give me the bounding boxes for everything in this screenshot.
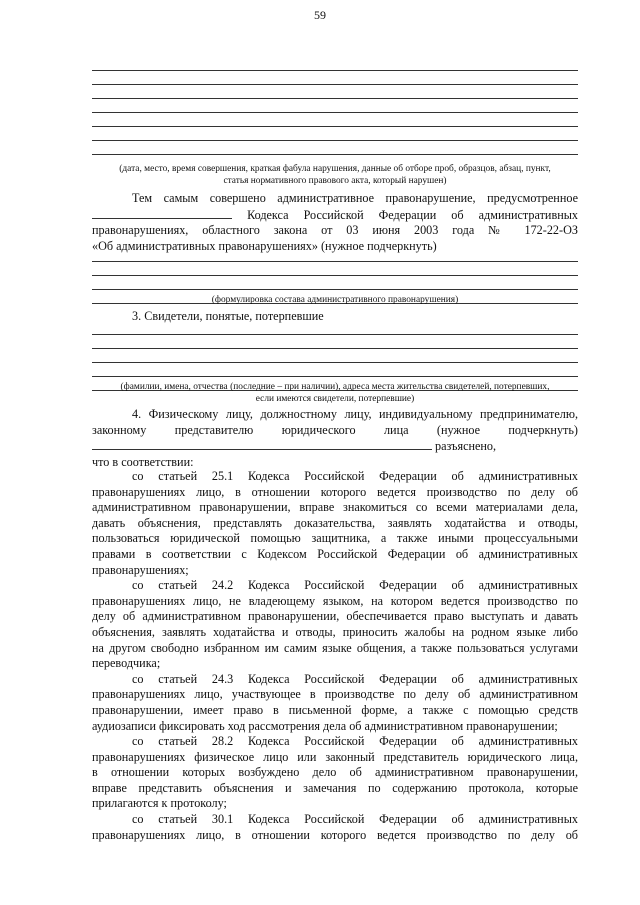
article-line: правонарушениях лицо, не владеющему языком, на котором ведется производство по — [92, 593, 578, 608]
offense-paragraph: Тем самым совершено административное правонарушение, предусмотренное Кодекса Российской Федерации об административных правонарушениях, областного закона от 03 июня 2003 года № 172-22-ОЗ «Об административных правонарушениях» (нужное подчеркнуть) — [92, 191, 579, 253]
article-line: переводчика; — [92, 656, 161, 671]
article-paragraph — [92, 672, 578, 734]
article-line: пользоваться юридической помощью защитника, а также иными процессуальными — [92, 531, 578, 546]
article-line: вправе представить объяснения и замечания по содержанию протокола, которые — [92, 780, 578, 795]
article-line: правонарушениях лицо, в отношении которого ведется производство по делу об — [92, 827, 578, 842]
article-line: правонарушениях; — [92, 562, 189, 577]
article-paragraph — [92, 812, 578, 843]
article-line: правами в соответствии с Кодексом Российской Федерации об административных — [92, 546, 578, 561]
article-line: со статьей 30.1 Кодекса Российской Федерации об административных — [132, 812, 578, 827]
article-paragraph — [92, 578, 578, 672]
article-line: со статьей 28.2 Кодекса Российской Федерации об административных — [132, 734, 578, 749]
article-line: прилагаются к протоколу; — [92, 796, 227, 811]
article-line: со статьей 24.2 Кодекса Российской Федерации об административных — [132, 578, 578, 593]
article-paragraph — [92, 469, 578, 578]
witnesses-caption: (фамилии, имена, отчества (последние – при наличии), адреса места жительства свидетелей, потерпевших, если имеются свидетели, потерпевшие) — [120, 382, 550, 404]
article-line: правонарушении, имеет право в письменной форме, а также с помощью средств — [92, 702, 578, 717]
explained-by-blank[interactable] — [92, 438, 432, 450]
article-line: со статьей 25.1 Кодекса Российской Федерации об административных — [132, 469, 578, 483]
article-line: правонарушениях физическое лицо или законный представитель юридического лица, — [92, 749, 578, 764]
article-line: делу об административном правонарушении, обеспечивается право выступать и давать — [92, 609, 578, 624]
article-number-blank[interactable] — [92, 207, 232, 219]
article-paragraph — [92, 734, 578, 812]
page-number: 59 — [314, 8, 326, 22]
article-line: объяснения, заявлять ходатайства и отводы, приносить жалобы на родном языке либо — [92, 624, 578, 639]
article-line: административном правонарушении, вправе знакомиться со всеми материалами дела, — [92, 500, 578, 515]
article-line: давать объяснения, представлять доказательства, заявлять ходатайства и отводы, — [92, 515, 578, 530]
article-line: аудиозаписи фиксировать ход рассмотрения дела об административном правонарушении; — [92, 718, 558, 733]
offense-formulation-caption: (формулировка состава административного правонарушения) — [211, 295, 459, 305]
violation-details-lines[interactable] — [92, 57, 578, 155]
articles-container — [92, 469, 578, 843]
article-line: в отношении которых возбуждено дело об административном правонарушении, — [92, 765, 578, 780]
violation-details-caption: (дата, место, время совершения, краткая фабула нарушения, данные об отборе проб, образцов, абзац, пункт, статья нормативного правового акта, который нарушен) — [119, 164, 551, 186]
article-line: правонарушениях лицо, в отношении которого ведется производство по делу об — [92, 484, 578, 499]
witnesses-section: 3. Свидетели, понятые, потерпевшие — [132, 309, 324, 323]
article-line: правонарушениях лицо, участвующее в производстве по делу об административном — [92, 687, 578, 702]
article-line: на другом свободно избранном им самим языке общения, а также пользоваться услугами — [92, 640, 578, 655]
article-line: со статьей 24.3 Кодекса Российской Федерации об административных — [132, 671, 578, 686]
articles-list — [92, 469, 578, 843]
rights-explained-section: 4. Физическому лицу, должностному лицу, индивидуальному предпринимателю, законному представителю юридического лица (нужное подчеркнуть) разъяснено, что в соответствии: — [92, 407, 578, 469]
